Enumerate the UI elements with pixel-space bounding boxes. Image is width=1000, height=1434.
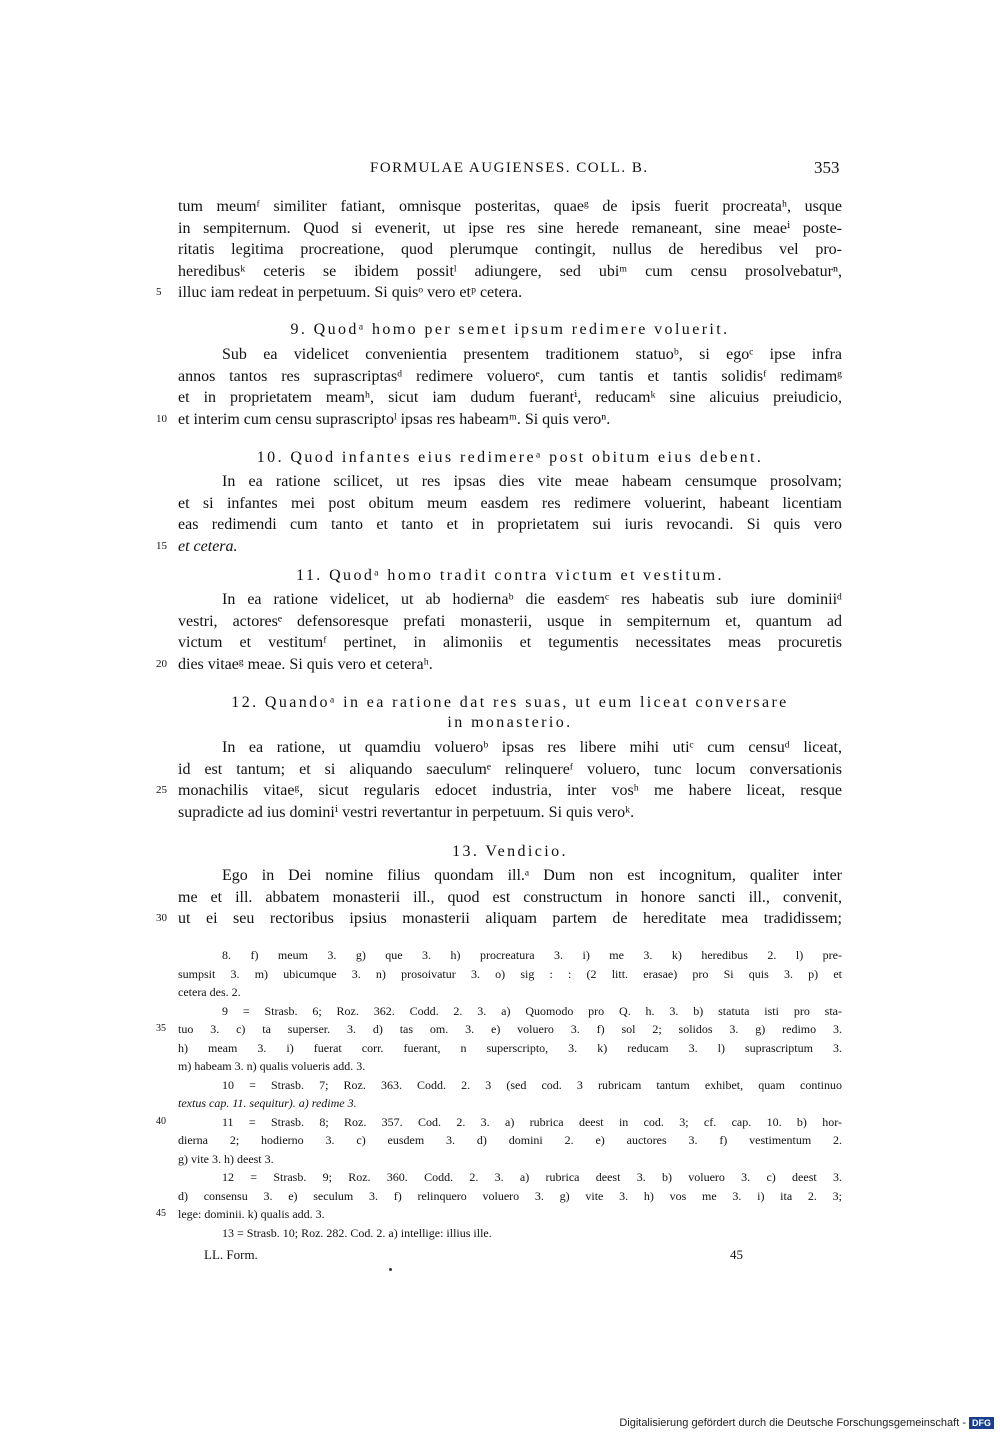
text-line: tum meumᶠ similiter fatiant, omnisque posteritas, quaeᵍ de ipsis fuerit procreataʰ, usque <box>178 198 842 215</box>
text-line: supradicte ad ius dominiⁱ vestri revertantur in perpetuum. Si quis veroᵏ. <box>178 803 635 821</box>
footnote-line: cetera des. 2. <box>178 985 241 999</box>
footnote-line: g) vite 3. h) deest 3. <box>178 1151 274 1166</box>
digitization-credit <box>619 1416 994 1430</box>
text-line: in sempiternum. Quod si evenerit, ut ipse res sine herede remaneant, sine meaeⁱ poste- <box>178 219 842 237</box>
text-line: vestri, actoresᵉ defensoresque prefati monasterii, usque in sempiternum et, quantum ad <box>178 612 842 630</box>
section-13-heading: 13. Vendicio. <box>452 843 568 860</box>
margin-line-number: 30 <box>156 912 167 924</box>
margin-line-number: 35 <box>156 1023 166 1034</box>
footnotes <box>156 946 842 1242</box>
margin-line-number: 10 <box>156 412 167 425</box>
text-line: et cetera. <box>178 537 238 555</box>
text-line: ut ei seu rectoribus ipsius monasterii aliquam partem de hereditate mea tradidissem; <box>178 910 842 927</box>
footnote-line: sumpsit 3. m) ubicumque 3. n) prosoivatur 3. o) sig : : (2 litt. erasae) pro Si quis 3. p) et <box>178 966 842 981</box>
running-title: FORMULAE AUGIENSES. COLL. B. <box>370 160 649 176</box>
footnote-line: tuo 3. c) ta superser. 3. d) tas om. 3. e) voluero 3. f) sol 2; solidos 3. g) redimo 3. <box>178 1022 842 1036</box>
margin-line-number: 20 <box>156 657 167 670</box>
credit-text: Digitalisierung gefördert durch die Deutsche Forschungsgemeinschaft - <box>619 1417 966 1429</box>
footnote-line: lege: dominii. k) qualis add. 3. <box>178 1207 325 1221</box>
footnote-line: 10 = Strasb. 7; Roz. 363. Codd. 2. 3 (sed cod. 3 rubricam tantum exhibet, quam continuo <box>222 1077 842 1092</box>
footnote-line: dierna 2; hodierno 3. c) eusdem 3. d) domini 2. e) auctores 3. f) vestimentum 2. <box>178 1133 842 1147</box>
footnote-line: 9 = Strasb. 6; Roz. 362. Codd. 2. 3. a) Quomodo pro Q. h. 3. b) statuta isti pro sta- <box>222 1003 842 1018</box>
footnote-line: 8. f) meum 3. g) que 3. h) procreatura 3. i) me 3. k) heredibus 2. l) pre- <box>222 948 842 962</box>
text-line: et in proprietatem meamʰ, sicut iam dudum fuerantⁱ, reducamᵏ sine alicuius preiudicio, <box>178 389 842 406</box>
margin-line-number: 15 <box>156 539 167 552</box>
section-10-paragraph <box>156 471 842 557</box>
text-line: et interim cum censu suprascriptoˡ ipsas res habeamᵐ. Si quis veroⁿ. <box>178 410 611 428</box>
section-9-heading: 9. Quodᵃ homo per semet ipsum redimere voluerit. <box>290 321 730 338</box>
footnote-line: m) habeam 3. n) qualis volueris add. 3. <box>178 1059 366 1073</box>
section-11-heading: 11. Quodᵃ homo tradit contra victum et vestitum. <box>296 567 724 584</box>
section-10-heading: 10. Quod infantes eius redimereᵃ post obitum eius debent. <box>256 449 764 466</box>
dfg-logo-icon: DFG <box>969 1417 994 1429</box>
text-line: me et ill. abbatem monasterii ill., quod est constructum in honore sancti ill., convenit, <box>178 888 842 906</box>
section-12-paragraph <box>156 737 842 823</box>
text-line: Ego in Dei nomine filius quondam ill.ᵃ Dum non est incognitum, qualiter inter <box>222 867 842 884</box>
text-line: illuc iam redeat in perpetuum. Si quisᵒ vero etᵖ cetera. <box>178 284 523 301</box>
section-13-paragraph <box>156 865 842 930</box>
text-line: id est tantum; et si aliquando saeculumᵉ relinquereᶠ voluero, tunc locum conversationis <box>178 760 842 778</box>
text-line: heredibusᵏ ceteris se ibidem possitˡ adiungere, sed ubiᵐ cum censu prosolvebaturⁿ, <box>178 262 842 280</box>
text-line: Sub ea videlicet convenientia presentem traditionem statuoᵇ, si egoᶜ ipse infra <box>222 346 842 363</box>
running-header <box>0 160 1000 182</box>
footer-sheet-number: 45 <box>730 1247 743 1262</box>
intro-paragraph <box>156 196 842 304</box>
section-9-paragraph <box>156 344 842 430</box>
text-line: In ea ratione scilicet, ut res ipsas dies vite meae habeam censumque prosolvam; <box>222 473 842 490</box>
footer-signature: LL. Form. <box>204 1247 258 1262</box>
printer-mark <box>389 1268 392 1271</box>
footnote-line: textus cap. 11. sequitur). a) redime 3. <box>178 1096 357 1110</box>
text-line: annos tantos res suprascriptasᵈ redimere volueroᵉ, cum tantis et tantis solidisᶠ redimamᵍ <box>178 367 842 385</box>
margin-line-number: 25 <box>156 784 167 796</box>
margin-line-number: 5 <box>156 286 162 298</box>
margin-line-number: 40 <box>156 1115 166 1127</box>
section-11-paragraph <box>156 589 842 675</box>
text-line: dies vitaeᵍ meae. Si quis vero et ceteraʰ. <box>178 655 433 673</box>
footnote-line: d) consensu 3. e) seculum 3. f) relinquero voluero 3. g) vite 3. h) vos me 3. i) ita 2. 3; <box>178 1188 842 1203</box>
margin-line-number: 45 <box>156 1208 166 1219</box>
text-line: ritatis legitima procreatione, quod plerumque contingit, nullus de heredibus vel pro- <box>178 241 842 258</box>
footnote-line: h) meam 3. i) fuerat corr. fuerant, n superscripto, 3. k) reducam 3. l) suprascriptum 3. <box>178 1040 842 1055</box>
text-line: In ea ratione videlicet, ut ab hodiernaᵇ die easdemᶜ res habeatis sub iure dominiiᵈ <box>222 591 842 608</box>
page-number: 353 <box>814 158 840 177</box>
text-line: victum et vestitumᶠ pertinet, in alimoniis et tegumentis necessitates meas procuretis <box>178 634 842 651</box>
text-line: monachilis vitaeᵍ, sicut regularis edocet industria, inter vosʰ me habere liceat, resque <box>178 782 842 799</box>
footnote-line: 11 = Strasb. 8; Roz. 357. Cod. 2. 3. a) rubrica deest in cod. 3; cf. cap. 10. b) hor- <box>222 1114 842 1129</box>
text-line: et si infantes mei post obitum meum easdem res redimere voluerint, habeant licentiam <box>178 494 842 512</box>
section-12-heading-line-1: 12. Quandoᵃ in ea ratione dat res suas, ut eum liceat conversare <box>231 694 789 711</box>
footnote-line: 12 = Strasb. 9; Roz. 360. Codd. 2. 3. a) rubrica deest 3. b) voluero 3. c) deest 3. <box>222 1170 842 1184</box>
footnote-line: 13 = Strasb. 10; Roz. 282. Cod. 2. a) intellige: illius ille. <box>222 1225 492 1240</box>
text-line: In ea ratione, ut quamdiu volueroᵇ ipsas res libere mihi utiᶜ cum censuᵈ liceat, <box>222 739 842 756</box>
section-12-heading-line-2: in monasterio. <box>447 714 573 731</box>
text-line: eas redimendi cum tanto et tanto et in proprietatem sui iuris revocandi. Si quis vero <box>178 516 842 533</box>
